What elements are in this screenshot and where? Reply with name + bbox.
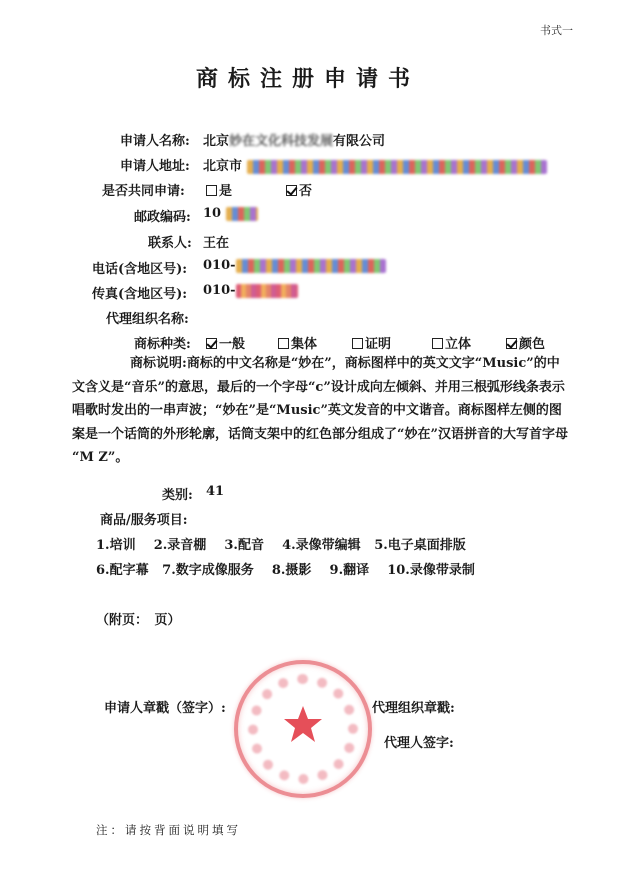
mark-type-3d[interactable] [432, 333, 471, 352]
mark-description-text: 商标的中文名称是“妙在”，商标图样中的英文文字“Music”的中文含义是“音乐”的意思，最后的一个字母“c”设计成向左倾斜、并用三根弧形线条表示唱歌时发出的一串声波；“妙在”是“Music”英文发音的中文谐音。商标图样左侧的图案是一个话筒的外形轮廓，话筒支架中的红色部分组成了“妙在”汉语拼音的大写首字母 “M Z”。 [72, 356, 568, 465]
fax-redaction [236, 284, 298, 298]
service-item: 7.数字成像服务 [162, 563, 254, 578]
contact-value: 王在 [203, 236, 230, 251]
mark-type-3d-checkbox-icon[interactable] [432, 338, 443, 349]
contact-label: 联系人: [148, 236, 192, 251]
mark-type-general[interactable] [206, 333, 245, 352]
mark-type-collective[interactable] [278, 333, 317, 352]
mark-description [72, 352, 572, 470]
phone-prefix: 010- [203, 258, 236, 273]
address-redaction [247, 160, 547, 174]
fax-label: 传真(含地区号): [92, 287, 188, 302]
applicant-name-value [203, 130, 385, 149]
joint-no-checkbox-icon[interactable] [286, 185, 297, 196]
page-title: 商标注册申请书 [196, 66, 421, 92]
joint-yes-checkbox-icon[interactable] [206, 185, 217, 196]
service-item: 3.配音 [224, 538, 264, 553]
fax-value [203, 283, 298, 298]
service-item: 9.翻译 [329, 563, 370, 578]
phone-label: 电话(含地区号): [92, 262, 188, 277]
mark-type-certification-text: 证明 [365, 337, 392, 352]
service-item: 6.配字幕 [96, 563, 149, 578]
star-icon [283, 704, 323, 744]
mark-type-collective-text: 集体 [291, 337, 318, 352]
joint-no-option[interactable] [286, 180, 312, 199]
applicant-address-label: 申请人地址: [120, 159, 190, 174]
category-value: 41 [206, 484, 225, 499]
service-item: 5.电子桌面排版 [374, 538, 466, 553]
mark-type-certification-checkbox-icon[interactable] [352, 338, 363, 349]
form-label: 书式一 [540, 24, 573, 37]
joint-yes-text: 是 [219, 184, 233, 199]
applicant-name-prefix: 北京 [203, 134, 230, 149]
applicant-name-redacted: 妙在文化科技发展 [229, 134, 334, 149]
mark-type-color-text: 颜色 [519, 337, 546, 352]
postal-code-redaction [226, 207, 258, 221]
footer-note: 注：请按背面说明填写 [96, 823, 241, 837]
postal-code-label: 邮政编码: [134, 210, 191, 225]
services-row-1 [96, 534, 466, 553]
mark-type-collective-checkbox-icon[interactable] [278, 338, 289, 349]
address-city: 北京市 [203, 159, 243, 174]
agent-sign-label: 代理人签字: [384, 736, 454, 751]
mark-type-general-text: 一般 [219, 337, 246, 352]
company-seal [234, 660, 372, 798]
service-item: 10.录像带录制 [387, 563, 475, 578]
agent-seal-label: 代理组织章戳: [372, 701, 455, 716]
applicant-name-suffix: 有限公司 [333, 134, 386, 149]
services-label: 商品/服务项目: [100, 513, 188, 528]
applicant-address-value [203, 155, 547, 174]
category-label: 类别: [162, 488, 193, 503]
joint-yes-option[interactable] [206, 180, 232, 199]
mark-type-certification[interactable] [352, 333, 391, 352]
mark-type-color[interactable] [506, 333, 545, 352]
applicant-seal-label: 申请人章戳（签字）: [104, 701, 226, 716]
mark-type-general-checkbox-icon[interactable] [206, 338, 217, 349]
postal-code-value [203, 206, 258, 221]
joint-no-text: 否 [299, 184, 313, 199]
mark-type-3d-text: 立体 [445, 337, 472, 352]
agent-org-label: 代理组织名称: [106, 312, 189, 327]
service-item: 4.录像带编辑 [282, 538, 361, 553]
service-item: 2.录音棚 [153, 538, 207, 553]
phone-value [203, 258, 386, 273]
service-item: 8.摄影 [271, 563, 312, 578]
joint-application-label: 是否共同申请: [102, 184, 185, 199]
service-item: 1.培训 [96, 538, 136, 553]
mark-type-label: 商标种类: [134, 337, 191, 352]
attachment-pages: （附页： 页） [96, 613, 181, 628]
fax-prefix: 010- [203, 283, 236, 298]
phone-redaction [236, 259, 386, 273]
postal-code-prefix: 10 [203, 206, 222, 221]
services-row-2 [96, 559, 475, 578]
mark-description-label: 商标说明: [130, 356, 187, 371]
applicant-name-label: 申请人名称: [120, 134, 190, 149]
mark-type-color-checkbox-icon[interactable] [506, 338, 517, 349]
